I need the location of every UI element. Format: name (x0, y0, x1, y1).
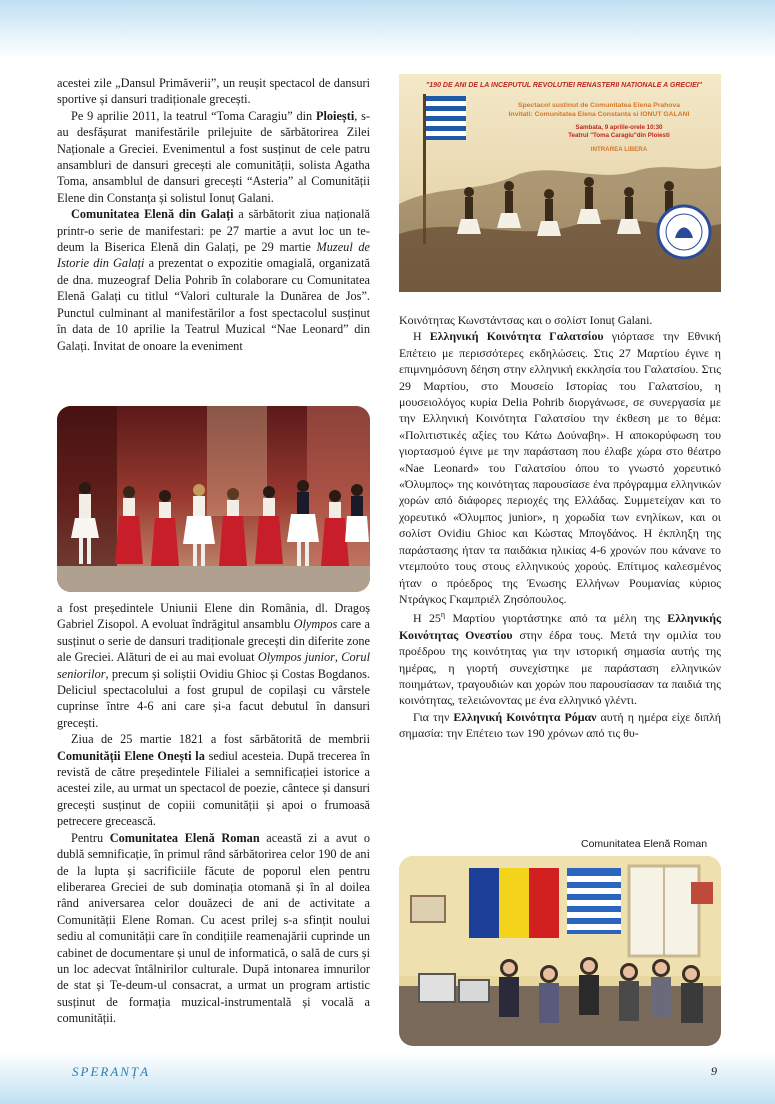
text: Μαρτίου γιορτάστηκε από τα μέλη της (445, 611, 668, 626)
text: , s-au desfășurat manifestările prilejuite de sărbătorirea Zilei Naționale a Greciei. Evenimentul a fost susținut de cele patru ansambluri de dansuri grecești ale comunității, solista Agatha Toma, ansamblul de dansuri grecești “Asteria” al Comunității Elene din Constanța și solistul Ionuț Galani. (57, 108, 370, 205)
paragraph (57, 206, 370, 354)
poster-line-3: Sambata, 9 aprilie-orele 10:30 (575, 124, 663, 131)
top-gradient-band (0, 0, 775, 58)
poster-line-4: Teatrul "Toma Caragiu"din Ploiesti (568, 132, 670, 139)
left-column-bottom (57, 600, 370, 1027)
superscript: η (440, 610, 446, 620)
text: a sărbătorit ziua națională printr-o serie de manifestari: pe 27 martie a avut loc un te-deum la Biserica Elenă din Galați, pe 29 martie (57, 207, 370, 255)
photo-caption: Comunitatea Elenă Roman (581, 838, 708, 850)
text: , precum și soliștii Ovidiu Ghioc și Costas Bogdanos. Deliciul spectacolului a fost grupul de copilași cu vârstele cuprinse între 4-6 ani care și-a facut debutul în dansuri grecești. (57, 666, 370, 730)
poster-line-1: Spectacol sustinut de Comunitatea Elena Prahova (517, 102, 681, 109)
text: γιόρτασε την Εθνική Επέτειο με περισσότερες εκδηλώσεις. Στις 27 Μαρτίου έγινε η επιμνημόσυνη δέηση στην ελληνική εκκλησία του Γαλατσίου. Στις 29 Μαρτίου, στο Μουσείο Ιστορίας του Γαλατσίου, η μουσειολόγος κυρία Delia Pohrib διοργάνωσε, σε συνεργασία με την Ελληνική Κοινότητα Γαλατσίου την έκθεση με το θέμα: «Πολιτιστικές αξίες του Κάτω Δούναβη». Η αποκορύφωση του γιορτασμού έγινε με την παράσταση που έλαβε χώρα στο θέατρο «Nae Leonard» του Γαλατσίου όπου το γνωστό χορευτικό «Όλυμπος» της κοινότητας παρουσίασε ένα πρόγραμμα ελληνικών χορών από διάφορες περιοχές της Ελλάδας. Συμμετείχαν και το χορευτικό «Όλυμπος junior», η χορωδία των ενηλίκων, και οι σολίστ Ovidiu Ghioc και Κώστας Μπογδάνος. Η έκπληξη της παράστασης ήταν τα παιδάκια ηλικίας 4-6 χρονών που κάνανε το ντεμπούτο τους στους ελληνικούς χορούς. Επίτιμος καλεσμένος ήταν ο πρόεδρος της Ένωσης Ελλήνων Ρουμανίας κύριος Ντράγκος Γκαμπριέλ Ζησόπουλος. (399, 329, 722, 606)
dance-photo-drawing (57, 406, 370, 592)
paragraph (57, 108, 370, 206)
paragraph (57, 830, 370, 1027)
paragraph (399, 607, 721, 708)
text: a prezentat o expozitie omagială, organizată de dna. muzeograf Delia Pohrib în colaborare cu Comunitatea Elenă Galați cu titlul “Valori culturale la Dunărea de Jos”. Punctul culminant al manifestărilor a fost spectacolul susținut în data de 10 aprilie la Teatrul Muzical “Nae Leonard” din Galați. Invitat de onoare la eveniment (57, 256, 370, 353)
left-column-top (57, 75, 370, 354)
italic-text: Corul seniorilor (57, 650, 370, 681)
bold-text: Comunității Elene Onești la (57, 748, 205, 763)
paragraph (57, 600, 370, 731)
paragraph (57, 731, 370, 829)
text: , (334, 650, 342, 665)
text: Για την (413, 709, 454, 724)
text: care a susținut o serie de dansuri tradiționale grecești din diferite zone ale Greciei. Alături de ei au mai evoluat (57, 617, 370, 665)
text: Pentru (71, 830, 110, 845)
text: Η 25 (413, 611, 441, 626)
roman-community-photo (399, 856, 721, 1046)
paragraph (399, 312, 721, 328)
text: Ziua de 25 martie 1821 a fost sărbătorită de membrii (71, 732, 370, 747)
bold-text: Ελληνικής Κοινότητας Ονεστίου (399, 611, 721, 642)
paragraph (399, 328, 721, 607)
event-poster (399, 74, 721, 292)
page-number: 9 (711, 1064, 717, 1078)
italic-text: Olympos (293, 617, 338, 632)
poster-line-5: INTRAREA LIBERA (590, 146, 648, 153)
bold-text: Comunitatea Elenă din Galați (71, 207, 234, 222)
bold-text: Ελληνική Κοινότητα Ρόμαν (453, 709, 597, 724)
italic-text: Muzeul de Istorie din Galați (57, 240, 370, 271)
text: sediul acesteia. După trecerea în revistă de către președintele Filialei a semnificației istorice a acestei zile, au urmat un spectacol de poezie, cântece și dansuri grecești susținut de copiii comunității și apoi o frumoasă petrecere grecească. (57, 748, 371, 829)
text: Κοινότητας Κωνστάντσας και ο σολίστ Ionuț Galani. (399, 313, 653, 327)
text: Η (413, 329, 430, 344)
bold-text: Ploiești (315, 108, 355, 123)
text: această zi a avut o dublă semnificație, în primul rând sărbătorirea celor 190 de ani de la lupta și sacrificiile făcute de poporul elen pentru eliberarea Greciei de sub dominația otomană și în al doilea rând aniversarea celor douăzeci de ani de activitate a Comunității Elene Roman. Cu acest prilej s-a sfințit noului sediu al comunității care în condițiile reamenajării cuprinde un cabinet de documentare și unul de informatică, o sală de curs și un loc adecvat întâlnirilor culturale. După intonarea imnurilor de stat și Te-deum-ul consacrat, a urmat un program artistic susținut de formația muzical-instrumentală și vocală a comunității. (57, 830, 370, 1026)
text: αυτή η ημέρα είχε διπλή σημασία: την Επέτειο των 190 χρόνων από τις θυ- (399, 709, 722, 741)
text: a fost președintele Uniunii Elene din România, dl. Dragoș Gabriel Zisopol. A evoluat îndrăgitul ansamblu (57, 601, 370, 632)
italic-text: Olympos junior (257, 650, 335, 665)
paragraph (399, 709, 721, 742)
right-column (399, 312, 721, 742)
poster-line-2: Invitati: Comunitatea Elena Constanta si IONUT GALANI (508, 111, 690, 118)
magazine-title: SPERANȚA (72, 1064, 151, 1079)
paragraph (57, 75, 370, 108)
bold-text: Ελληνική Κοινότητα Γαλατσίου (429, 329, 604, 344)
poster-title: "190 DE ANI DE LA INCEPUTUL REVOLUTIEI RENASTERII NATIONALE A GRECIEI" (425, 82, 703, 89)
paragraph-text: acestei zile „Dansul Primăverii”, un reușit spectacol de dansuri sportive și dansuri tradiționale grecești. (57, 76, 370, 107)
roman-photo-drawing (399, 856, 721, 1046)
bold-text: Comunitatea Elenă Roman (109, 830, 260, 845)
text: στην έδρα τους. Μετά την ομιλία του προέδρου της κοινότητας για την ιστορική σημασία αυτής της ημέρας, η γιορτή συνεχίστηκε με παράσταση ελληνικών ποιημάτων, τραγουδιών και χορών που παρουσίασαν τα παιδιά της κοινότητας, τελειώνοντας με ένα ελληνικό γλέντι. (399, 627, 721, 708)
dance-photo (57, 406, 370, 592)
text: Pe 9 aprilie 2011, la teatrul “Toma Caragiu” din (71, 108, 316, 123)
